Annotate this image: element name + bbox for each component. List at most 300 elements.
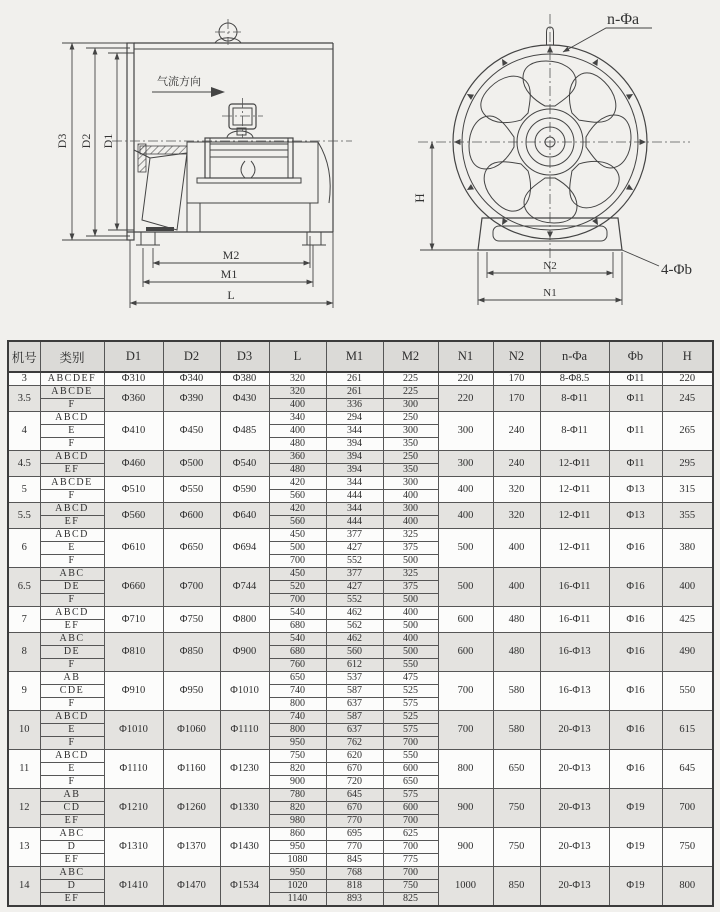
- n2: 580: [493, 711, 540, 750]
- m2: 550: [383, 659, 438, 672]
- n1: 220: [438, 372, 493, 386]
- m2: 300: [383, 399, 438, 412]
- model-no: 6.5: [8, 568, 40, 607]
- m1: 620: [326, 750, 383, 763]
- m1: 670: [326, 802, 383, 815]
- table-row: [8, 451, 713, 464]
- l: 900: [269, 776, 326, 789]
- m2: 500: [383, 594, 438, 607]
- category: E: [40, 425, 104, 438]
- l: 400: [269, 425, 326, 438]
- n-phi-a: 8-Φ11: [540, 386, 609, 412]
- category: EF: [40, 815, 104, 828]
- n-phi-a: 12-Φ11: [540, 503, 609, 529]
- category: ABCD: [40, 750, 104, 763]
- d3: Φ694: [220, 529, 269, 568]
- n1: 220: [438, 386, 493, 412]
- col-header-d1: D1: [104, 341, 163, 372]
- m1: 537: [326, 672, 383, 685]
- dim-h: [412, 142, 478, 250]
- category: ABC: [40, 867, 104, 880]
- m2: 375: [383, 542, 438, 555]
- m2: 250: [383, 412, 438, 425]
- n2: 400: [493, 529, 540, 568]
- m1: 444: [326, 516, 383, 529]
- n2: 480: [493, 607, 540, 633]
- h: 265: [662, 412, 713, 451]
- dim-label-d2: D2: [79, 133, 93, 149]
- dim-label-n2: N2: [543, 260, 557, 272]
- d2: Φ1370: [163, 828, 220, 867]
- table-row: [8, 828, 713, 841]
- n-phi-a: 16-Φ11: [540, 568, 609, 607]
- n1: 500: [438, 529, 493, 568]
- model-no: 8: [8, 633, 40, 672]
- m2: 250: [383, 451, 438, 464]
- l: 820: [269, 763, 326, 776]
- m2: 550: [383, 750, 438, 763]
- m1: 818: [326, 880, 383, 893]
- n1: 900: [438, 789, 493, 828]
- col-header-h: H: [662, 341, 713, 372]
- h: 315: [662, 477, 713, 503]
- n2: 650: [493, 750, 540, 789]
- n-phi-a: 20-Φ13: [540, 711, 609, 750]
- model-no: 6: [8, 529, 40, 568]
- motor: [197, 131, 301, 183]
- dim-d1: [101, 53, 134, 230]
- col-header-l: L: [269, 341, 326, 372]
- m2: 750: [383, 880, 438, 893]
- category: F: [40, 490, 104, 503]
- l: 520: [269, 581, 326, 594]
- fan-side-view-drawing: [0, 0, 360, 338]
- airflow-label: 气流方向: [157, 76, 201, 88]
- d2: Φ390: [163, 386, 220, 412]
- d1: Φ1410: [104, 867, 163, 907]
- lifting-eyebolt: [215, 19, 241, 45]
- l: 560: [269, 516, 326, 529]
- category: F: [40, 776, 104, 789]
- m1: 762: [326, 737, 383, 750]
- l: 800: [269, 724, 326, 737]
- category: D: [40, 841, 104, 854]
- category: DE: [40, 646, 104, 659]
- d2: Φ500: [163, 451, 220, 477]
- n-phi-a: 8-Φ11: [540, 412, 609, 451]
- d3: Φ800: [220, 607, 269, 633]
- d1: Φ1210: [104, 789, 163, 828]
- d3: Φ1010: [220, 672, 269, 711]
- d3: Φ1534: [220, 867, 269, 907]
- d2: Φ1470: [163, 867, 220, 907]
- d3: Φ1110: [220, 711, 269, 750]
- col-header-n2: N2: [493, 341, 540, 372]
- n2: 580: [493, 672, 540, 711]
- col-header-m1: M1: [326, 341, 383, 372]
- phi-b: Φ16: [609, 568, 662, 607]
- phi-b: Φ16: [609, 711, 662, 750]
- l: 680: [269, 646, 326, 659]
- l: 760: [269, 659, 326, 672]
- category: ABCD: [40, 451, 104, 464]
- mounting-feet: [136, 232, 326, 245]
- table-row: [8, 672, 713, 685]
- l: 740: [269, 685, 326, 698]
- col-header-n-phi-a: n-Φa: [540, 341, 609, 372]
- d1: Φ910: [104, 672, 163, 711]
- n1: 500: [438, 568, 493, 607]
- n1: 800: [438, 750, 493, 789]
- d1: Φ1310: [104, 828, 163, 867]
- h: 645: [662, 750, 713, 789]
- model-no: 12: [8, 789, 40, 828]
- l: 700: [269, 594, 326, 607]
- m1: 637: [326, 698, 383, 711]
- table-row: [8, 789, 713, 802]
- n-phi-a: 12-Φ11: [540, 477, 609, 503]
- dim-label-n1: N1: [543, 287, 557, 299]
- n2: 850: [493, 867, 540, 907]
- h: 490: [662, 633, 713, 672]
- d2: Φ450: [163, 412, 220, 451]
- dim-m2: [153, 236, 310, 268]
- m1: 637: [326, 724, 383, 737]
- l: 1020: [269, 880, 326, 893]
- m2: 400: [383, 516, 438, 529]
- n-phi-a: 20-Φ13: [540, 828, 609, 867]
- d3: Φ744: [220, 568, 269, 607]
- n1: 600: [438, 633, 493, 672]
- category: F: [40, 555, 104, 568]
- phi-b: Φ11: [609, 386, 662, 412]
- m1: 893: [326, 893, 383, 907]
- m2: 400: [383, 490, 438, 503]
- n2: 400: [493, 568, 540, 607]
- model-no: 5.5: [8, 503, 40, 529]
- table-row: [8, 372, 713, 386]
- model-no: 4: [8, 412, 40, 451]
- category: ABCD: [40, 607, 104, 620]
- m2: 775: [383, 854, 438, 867]
- l: 560: [269, 490, 326, 503]
- category: CD: [40, 802, 104, 815]
- m2: 350: [383, 464, 438, 477]
- m2: 475: [383, 672, 438, 685]
- m1: 394: [326, 464, 383, 477]
- d2: Φ550: [163, 477, 220, 503]
- d3: Φ640: [220, 503, 269, 529]
- category: ABC: [40, 568, 104, 581]
- callout-foot-holes: [622, 250, 692, 278]
- model-no: 5: [8, 477, 40, 503]
- n-phi-a: 16-Φ13: [540, 633, 609, 672]
- m2: 325: [383, 568, 438, 581]
- category: ABCD: [40, 412, 104, 425]
- d3: Φ1330: [220, 789, 269, 828]
- category: ABCD: [40, 529, 104, 542]
- dimension-table: [7, 340, 714, 907]
- m1: 552: [326, 555, 383, 568]
- l: 480: [269, 438, 326, 451]
- l: 740: [269, 711, 326, 724]
- n2: 240: [493, 412, 540, 451]
- d3: Φ590: [220, 477, 269, 503]
- m2: 225: [383, 372, 438, 386]
- model-no: 3: [8, 372, 40, 386]
- col-header-m2: M2: [383, 341, 438, 372]
- m1: 560: [326, 646, 383, 659]
- model-no: 11: [8, 750, 40, 789]
- table-row: [8, 412, 713, 425]
- n2: 170: [493, 386, 540, 412]
- category: CDE: [40, 685, 104, 698]
- m2: 375: [383, 581, 438, 594]
- category: D: [40, 880, 104, 893]
- m2: 325: [383, 529, 438, 542]
- d1: Φ1010: [104, 711, 163, 750]
- l: 1140: [269, 893, 326, 907]
- h: 355: [662, 503, 713, 529]
- phi-b: Φ16: [609, 750, 662, 789]
- m2: 525: [383, 685, 438, 698]
- category: F: [40, 737, 104, 750]
- callout-label-4-phi-b: 4-Φb: [661, 262, 692, 278]
- model-no: 10: [8, 711, 40, 750]
- m2: 700: [383, 867, 438, 880]
- category: EF: [40, 893, 104, 907]
- l: 780: [269, 789, 326, 802]
- d3: Φ430: [220, 386, 269, 412]
- n-phi-a: 16-Φ13: [540, 672, 609, 711]
- m2: 650: [383, 776, 438, 789]
- n1: 1000: [438, 867, 493, 907]
- dim-label-d3: D3: [55, 133, 69, 149]
- m2: 400: [383, 633, 438, 646]
- l: 540: [269, 633, 326, 646]
- table-row: [8, 386, 713, 399]
- l: 700: [269, 555, 326, 568]
- n-phi-a: 8-Φ8.5: [540, 372, 609, 386]
- m1: 462: [326, 633, 383, 646]
- d3: Φ540: [220, 451, 269, 477]
- m1: 394: [326, 438, 383, 451]
- phi-b: Φ11: [609, 372, 662, 386]
- d1: Φ610: [104, 529, 163, 568]
- m1: 845: [326, 854, 383, 867]
- l: 980: [269, 815, 326, 828]
- l: 950: [269, 737, 326, 750]
- n-phi-a: 12-Φ11: [540, 451, 609, 477]
- category: ABCDE: [40, 386, 104, 399]
- d2: Φ650: [163, 529, 220, 568]
- category: ABC: [40, 828, 104, 841]
- m2: 500: [383, 620, 438, 633]
- h: 220: [662, 372, 713, 386]
- dim-label-l: L: [227, 288, 235, 302]
- l: 420: [269, 477, 326, 490]
- category: E: [40, 542, 104, 555]
- n-phi-a: 16-Φ11: [540, 607, 609, 633]
- m1: 427: [326, 542, 383, 555]
- m1: 261: [326, 372, 383, 386]
- m1: 552: [326, 594, 383, 607]
- model-no: 3.5: [8, 386, 40, 412]
- n1: 900: [438, 828, 493, 867]
- d1: Φ460: [104, 451, 163, 477]
- l: 320: [269, 372, 326, 386]
- category: E: [40, 724, 104, 737]
- m2: 600: [383, 802, 438, 815]
- m1: 768: [326, 867, 383, 880]
- m1: 695: [326, 828, 383, 841]
- n2: 320: [493, 503, 540, 529]
- h: 425: [662, 607, 713, 633]
- category: EF: [40, 516, 104, 529]
- m1: 427: [326, 581, 383, 594]
- d3: Φ900: [220, 633, 269, 672]
- d1: Φ310: [104, 372, 163, 386]
- h: 615: [662, 711, 713, 750]
- l: 680: [269, 620, 326, 633]
- h: 245: [662, 386, 713, 412]
- n-phi-a: 20-Φ13: [540, 789, 609, 828]
- l: 750: [269, 750, 326, 763]
- m1: 612: [326, 659, 383, 672]
- d2: Φ850: [163, 633, 220, 672]
- m2: 350: [383, 438, 438, 451]
- m2: 575: [383, 789, 438, 802]
- category: DE: [40, 581, 104, 594]
- h: 400: [662, 568, 713, 607]
- m2: 500: [383, 555, 438, 568]
- callout-flange-holes: [563, 11, 652, 52]
- n2: 320: [493, 477, 540, 503]
- table-row: [8, 867, 713, 880]
- m1: 444: [326, 490, 383, 503]
- category: AB: [40, 789, 104, 802]
- m2: 400: [383, 607, 438, 620]
- table-row: [8, 477, 713, 490]
- phi-b: Φ19: [609, 789, 662, 828]
- m1: 344: [326, 477, 383, 490]
- m1: 377: [326, 568, 383, 581]
- category: EF: [40, 464, 104, 477]
- category: ABC: [40, 633, 104, 646]
- d3: Φ1230: [220, 750, 269, 789]
- category: E: [40, 763, 104, 776]
- l: 950: [269, 841, 326, 854]
- d2: Φ700: [163, 568, 220, 607]
- n1: 300: [438, 412, 493, 451]
- fan-body: [187, 142, 330, 232]
- d3: Φ1430: [220, 828, 269, 867]
- model-no: 14: [8, 867, 40, 907]
- phi-b: Φ13: [609, 477, 662, 503]
- m2: 825: [383, 893, 438, 907]
- table-section: [0, 338, 720, 907]
- l: 820: [269, 802, 326, 815]
- phi-b: Φ19: [609, 867, 662, 907]
- n2: 750: [493, 789, 540, 828]
- h: 700: [662, 789, 713, 828]
- phi-b: Φ11: [609, 412, 662, 451]
- phi-b: Φ11: [609, 451, 662, 477]
- m2: 525: [383, 711, 438, 724]
- m1: 670: [326, 763, 383, 776]
- phi-b: Φ16: [609, 672, 662, 711]
- m2: 700: [383, 815, 438, 828]
- d2: Φ600: [163, 503, 220, 529]
- n1: 400: [438, 477, 493, 503]
- n-phi-a: 12-Φ11: [540, 529, 609, 568]
- d3: Φ485: [220, 412, 269, 451]
- n2: 750: [493, 828, 540, 867]
- m2: 575: [383, 698, 438, 711]
- d1: Φ360: [104, 386, 163, 412]
- d2: Φ1060: [163, 711, 220, 750]
- d1: Φ710: [104, 607, 163, 633]
- l: 1080: [269, 854, 326, 867]
- m1: 344: [326, 425, 383, 438]
- technical-drawings: [0, 0, 720, 338]
- m2: 700: [383, 841, 438, 854]
- col-header-d2: D2: [163, 341, 220, 372]
- n1: 400: [438, 503, 493, 529]
- l: 420: [269, 503, 326, 516]
- l: 320: [269, 386, 326, 399]
- l: 800: [269, 698, 326, 711]
- l: 650: [269, 672, 326, 685]
- m1: 377: [326, 529, 383, 542]
- model-no: 13: [8, 828, 40, 867]
- model-no: 7: [8, 607, 40, 633]
- n-phi-a: 20-Φ13: [540, 750, 609, 789]
- m2: 575: [383, 724, 438, 737]
- col-header-model-no: 机号: [8, 341, 40, 372]
- phi-b: Φ19: [609, 828, 662, 867]
- l: 540: [269, 607, 326, 620]
- fan-front-view-drawing: [360, 0, 720, 338]
- category: F: [40, 659, 104, 672]
- l: 400: [269, 399, 326, 412]
- phi-b: Φ16: [609, 607, 662, 633]
- model-no: 9: [8, 672, 40, 711]
- m1: 770: [326, 841, 383, 854]
- category: ABCDEF: [40, 372, 104, 386]
- n1: 300: [438, 451, 493, 477]
- d1: Φ410: [104, 412, 163, 451]
- category: EF: [40, 620, 104, 633]
- d1: Φ810: [104, 633, 163, 672]
- m2: 225: [383, 386, 438, 399]
- dim-label-m2: M2: [222, 248, 240, 262]
- m1: 261: [326, 386, 383, 399]
- col-header-category: 类别: [40, 341, 104, 372]
- m1: 587: [326, 685, 383, 698]
- m1: 344: [326, 503, 383, 516]
- model-no: 4.5: [8, 451, 40, 477]
- col-header-d3: D3: [220, 341, 269, 372]
- category: F: [40, 399, 104, 412]
- phi-b: Φ16: [609, 529, 662, 568]
- d1: Φ560: [104, 503, 163, 529]
- category: EF: [40, 854, 104, 867]
- category: F: [40, 698, 104, 711]
- phi-b: Φ16: [609, 633, 662, 672]
- h: 380: [662, 529, 713, 568]
- table-row: [8, 529, 713, 542]
